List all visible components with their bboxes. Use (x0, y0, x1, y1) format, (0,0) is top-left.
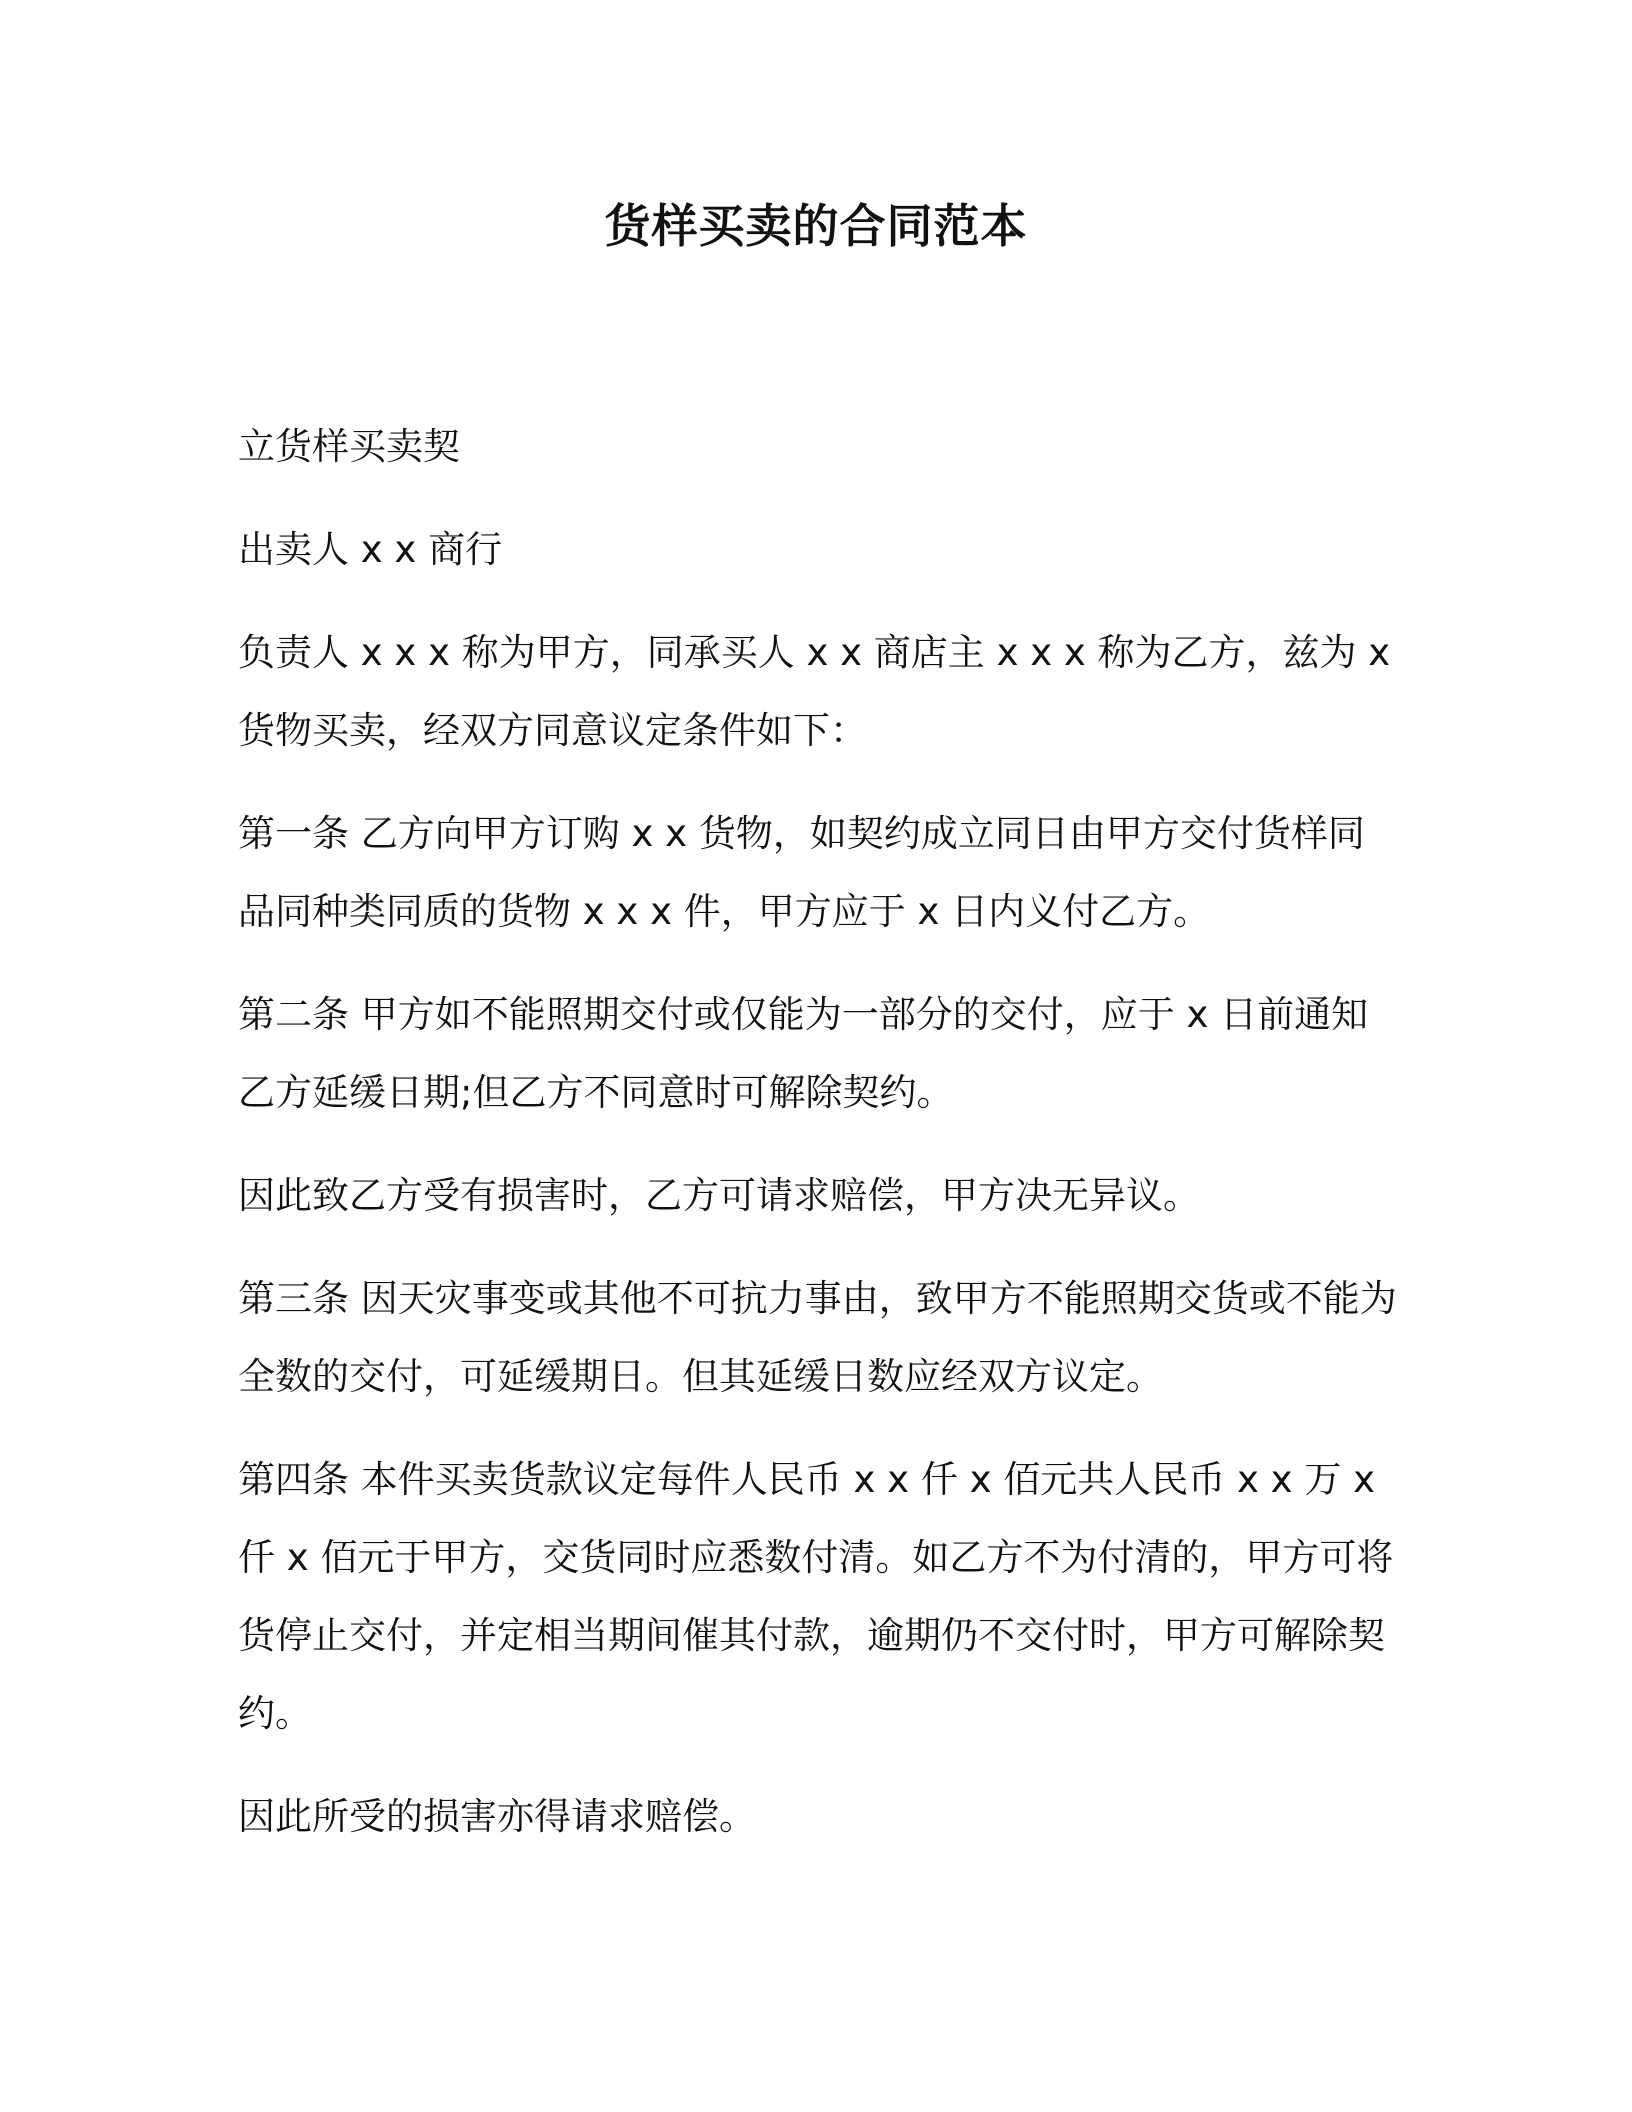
document-title: 货样买卖的合同范本 (604, 199, 1028, 253)
paragraph-article-1: 第一条 乙方向甲方订购 x x 货物，如契约成立同日由甲方交付货样同品同种类同质的货物 x x x 件，甲方应于 x 日内义付乙方。 (238, 812, 1365, 933)
document-body (238, 408, 1398, 1881)
paragraph-seller: 出卖人 x x 商行 (238, 528, 503, 571)
paragraph-article-4: 第四条 本件买卖货款议定每件人民币 x x 仟 x 佰元共人民币 x x 万 x 仟 x 佰元于甲方，交货同时应悉数付清。如乙方不为付清的，甲方可将货停止交付，并定相当期间催其付款，逾期仍不交付时，甲方可解除契约。 (238, 1458, 1394, 1735)
paragraph-opening: 立货样买卖契 (238, 425, 460, 468)
paragraph-parties: 负责人 x x x 称为甲方，同承买人 x x 商店主 x x x 称为乙方，兹为 x 货物买卖，经双方同意议定条件如下： (238, 631, 1391, 752)
paragraph-article-2: 第二条 甲方如不能照期交付或仅能为一部分的交付，应于 x 日前通知乙方延缓日期;但乙方不同意时可解除契约。 (238, 993, 1369, 1114)
paragraph-article-4-damages: 因此所受的损害亦得请求赔偿。 (238, 1795, 756, 1838)
paragraph-article-2-damages: 因此致乙方受有损害时，乙方可请求赔偿，甲方决无异议。 (238, 1174, 1200, 1217)
paragraph-article-3: 第三条 因天灾事变或其他不可抗力事由，致甲方不能照期交货或不能为全数的交付，可延缓期日。但其延缓日数应经双方议定。 (238, 1277, 1397, 1398)
